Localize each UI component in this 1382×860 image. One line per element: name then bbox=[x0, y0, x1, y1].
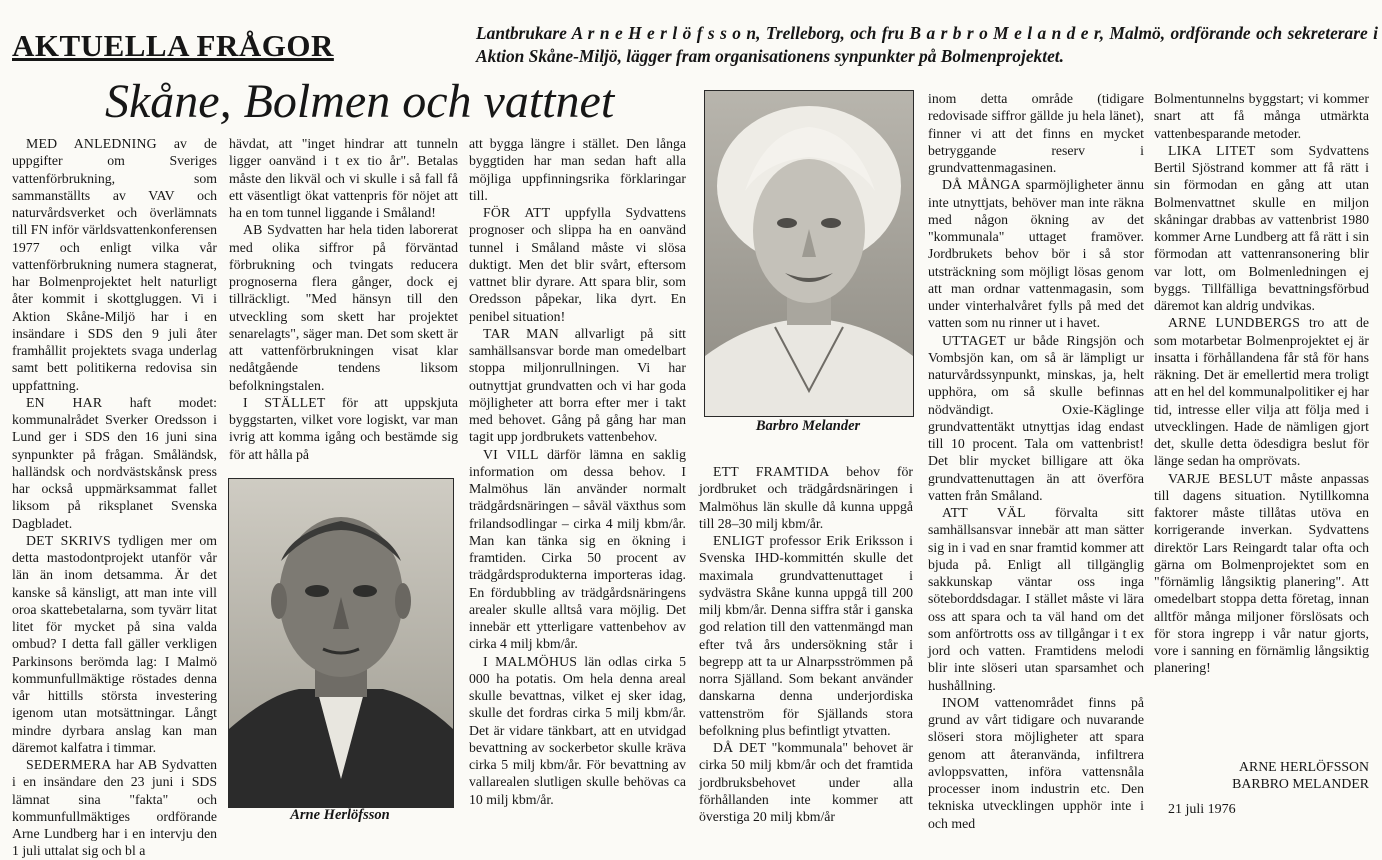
paragraph-lead-in: LIKA LITET bbox=[1168, 142, 1256, 158]
signature-herlofsson: ARNE HERLÖFSSON bbox=[1239, 759, 1369, 774]
article-paragraph bbox=[229, 135, 458, 221]
portrait-barbro-melander bbox=[704, 90, 914, 417]
paragraph-text: "kommunala" behovet är cirka 50 milj kbm/år och det framtida jordbruksbehovet under alla förhållanden inte kommer att överstiga 20 milj kbm/år bbox=[699, 740, 913, 824]
paragraph-text: av de uppgifter om Sveriges vattenförbrukning, som sammanställts av VAV och naturvårdsverket och överlämnats till FN inför världsvattenkonferensen 1977 och enligt vilka vår vattenförbrukning numera stagnerat, har Bolmenprojektet helt naturligt åter kommit i skottgluggen. Vi i Aktion Skåne-Miljö har i en insändare i SDS den 9 juli åter framhållit projektets svaga underlag samt bett politikerna redovisa sin uppfattning. bbox=[12, 136, 217, 393]
paragraph-lead-in: AB bbox=[243, 222, 263, 238]
article-paragraph bbox=[928, 176, 1144, 331]
article-paragraph bbox=[1154, 314, 1369, 469]
paragraph-lead-in: ATT VÄL bbox=[942, 505, 1026, 520]
paragraph-lead-in: VARJE BESLUT bbox=[1168, 470, 1272, 486]
paragraph-text: har AB Sydvatten i en insändare den 23 juni i SDS lämnat sina "fakta" och kommunfullmäktiges ordförande Arne Lundberg har i en intervju den 1 juli uttalat sig och bl a bbox=[12, 757, 217, 859]
paragraph-text: förvalta sitt samhällsansvar innebär att man sätter sig in i vad en snar framtid kommer att bjuda på. Enligt all tillgänglig sakkunskap väntar oss inga söteborddsdagar. I stället måste vi lära oss att spara och ta väl hand om det som anförtrotts oss av tillgångar i t ex jord och vatten. Framtidens melodi blir inte slöseri utan sparsamhet och hushållning. bbox=[928, 505, 1145, 693]
paragraph-lead-in: ARNE LUNDBERGS bbox=[1168, 315, 1301, 331]
paragraph-text: hävdat, att "inget hindrar att tunneln ligger oanvänd i t ex tio år". Betalas måste den likväl och vi skulle i så fall få ett väsentligt ökat vattenpris för nöjet att ha en tom tunnel liggande i Småland! bbox=[229, 136, 458, 220]
paragraph-text: ur både Ringsjön och Vombsjön kan, om så är lämpligt ur naturvårdssynpunkt, minskas, ja, helt upphöra, om så skulle befinnas nödvändigt. Oxie-Käglinge grundvattentäkt utnyttjas idag endast till 10 procent. Tala om vattenbrist! Det blir mycket billigare att öka grundvattenuttagen än att överföra vatten från Småland. bbox=[928, 332, 1144, 503]
paragraph-text: därför lämna en saklig information om dessa behov. I Malmöhus län använder normalt trädgårdsnäringen – såväl växthus som frilandsodlingar – cirka 4 milj kbm/år. Man kan tänka sig en ökning i framtiden. Cirka 50 procent av trädgårdsprodukterna importeras idag. En fördubbling av trädgårdsnäringens arealer skulle alltså vara möjlig. Det innebär ett ytterligare vattenbehov av cirka 4 milj kbm/år. bbox=[469, 446, 686, 652]
paragraph-text: sparmöjligheter ännu inte utnyttjats, behöver man inte räkna med någon ökning av det "kommunala" uttaget framöver. Jordbrukets behov bör i så stor utsträckning som möjligt lösas genom att man ordnar vattenmagasin, som under vinterhalvåret fylls på med det vatten som nu rinner ut i havet. bbox=[928, 177, 1144, 331]
paragraph-lead-in: EN HAR bbox=[26, 394, 103, 410]
paragraph-text: Sydvatten har hela tiden laborerat med olika siffror på förväntad förbrukning och tvingats reducera prognoserna flera gånger, dock ej tillräckligt. "Med hänsyn till den utveckling som skett har projektet senarelagts", säger man. Det som skett är att vattenförbrukningen visat klar nedåtgående tendens liksom befolkningstalen. bbox=[229, 222, 458, 393]
paragraph-text: att bygga längre i stället. Den långa byggtiden har man sedan haft alla möjliga uppfinningsrika förklaringar till. bbox=[469, 136, 686, 203]
signature-melander: BARBRO MELANDER bbox=[1232, 776, 1369, 792]
paragraph-text: vattenområdet finns på grund av vårt tidigare och nuvarande slöseri stora möjligheter att spara genom att återanvända, infiltrera avloppsvatten, införa vattensnåla processer inom industrin etc. Den tekniska utvecklingen upphör inte i och med bbox=[928, 694, 1144, 831]
paragraph-text: län odlas cirka 5 000 ha potatis. Om hela denna areal skulle bevattnas, vilket ej sker idag, skulle det fordras cirka 5 milj kbm/år. Det är vidare tänkbart, att en utvidgad bevattning av sockerbetor skulle kräva cirka 5 milj kbm/år. För bevattning av vallarealen slutligen skulle behövas ca 10 milj kbm/år. bbox=[469, 653, 686, 807]
portrait-arne-herlofsson bbox=[228, 478, 454, 808]
article-paragraph bbox=[928, 504, 1144, 694]
paragraph-lead-in: DÅ DET bbox=[713, 740, 767, 755]
paragraph-text: allvarligt på sitt samhällsansvar borde man omedelbart stoppa miljonrullningen. Vi har outnyttjat grundvatten och vi har goda möjligheter att borra efter mer i takt med behovet. Gång på gång har man tagit upp jordbrukets vattenbehov. bbox=[469, 325, 686, 445]
article-paragraph bbox=[469, 653, 686, 808]
paragraph-text: inom detta område (tidigare redovisade siffror gällde ju hela länet), finner vi att det finns en mycket betryggande reserv i grundvattenmagasinen. bbox=[928, 91, 1144, 175]
paragraph-lead-in: FÖR ATT bbox=[483, 205, 551, 220]
paragraph-text: Bolmentunnelns byggstart; vi kommer snart att få många utmärkta vattenbesparande metoder. bbox=[1154, 91, 1369, 141]
paragraph-text: för att uppskjuta byggstarten, vilket vore logiskt, var man ivrig att komma igång och bestämde sig för att hålla på bbox=[229, 394, 458, 462]
portrait-man-icon bbox=[229, 479, 453, 807]
signature-block bbox=[1154, 758, 1369, 793]
article-headline: Skåne, Bolmen och vattnet bbox=[105, 75, 615, 128]
paragraph-lead-in: DÅ MÅNGA bbox=[942, 177, 1021, 193]
paragraph-lead-in: UTTAGET bbox=[942, 332, 1006, 348]
paragraph-lead-in: VI VILL bbox=[483, 446, 539, 462]
article-paragraph bbox=[469, 204, 686, 325]
paragraph-text: tydligen mer om detta mastodontprojekt utanför vår län än inom detsamma. Är det kanske så känsligt, att man inte vill oroa skattebetalarna, som tyvärr litat litet för mycket på sina valda ombud? I detta fall gäller verkligen Parkinsons berömda lag: I Malmö kommunfullmäktige röstades denna vår hittills största investering igenom utan motsättningar. Långt mindre dyrbara anslag kan man däremot kalfatra i timmar. bbox=[12, 532, 217, 755]
section-kicker: AKTUELLA FRÅGOR bbox=[12, 28, 334, 63]
article-paragraph bbox=[12, 394, 217, 532]
caption-barbro-melander: Barbro Melander bbox=[755, 418, 861, 434]
article-column-4 bbox=[699, 463, 913, 825]
article-paragraph bbox=[229, 221, 458, 394]
portrait-woman-icon bbox=[705, 91, 913, 416]
article-paragraph bbox=[469, 325, 686, 446]
paragraph-text: haft modet: kommunalrådet Sverker Oredsson i Lund ger i SDS den 16 juni sina synpunkter på frågan. Småländsk, halländsk och nordvästskånsk press har också uppmärksammat fallet liksom på riksplanet Svenska Dagbladet. bbox=[12, 394, 218, 531]
paragraph-lead-in: I STÄLLET bbox=[243, 394, 326, 410]
article-paragraph bbox=[229, 394, 458, 463]
paragraph-text: måste anpassas till dagens situation. Nytillkomna faktorer måste tillåtas utöva en korrigerande inverkan. Sydvattens direktör Lars Reingardt talar ofta och gärna om Bolmenprojektet som en "förnämlig långsiktig planering". Att omedelbart stoppa detta företag, innan alltför många miljoner förslösats och för stora ingrepp i vår natur gjorts, vore i sanning en förnämlig långsiktig planering! bbox=[1154, 470, 1370, 676]
article-column-5 bbox=[928, 90, 1144, 832]
paragraph-lead-in: MED ANLEDNING bbox=[26, 136, 157, 151]
article-paragraph bbox=[928, 90, 1144, 176]
paragraph-lead-in: TAR MAN bbox=[483, 325, 559, 341]
article-paragraph bbox=[469, 135, 686, 204]
article-paragraph bbox=[12, 135, 217, 394]
article-column-3 bbox=[469, 135, 686, 808]
article-paragraph bbox=[1154, 90, 1369, 142]
paragraph-lead-in: SEDERMERA bbox=[26, 757, 112, 772]
article-paragraph bbox=[699, 532, 913, 739]
paragraph-lead-in: ENLIGT bbox=[713, 533, 765, 548]
paragraph-text: professor Erik Eriksson i Svenska IHD-kommittén skulle det maximala grundvattenuttaget i sydvästra Skåne kunna uppgå till 200 milj kbm/år. Denna siffra står i ganska god relation till den vattenmängd man efter två års undersökning står i begrepp att ta ur Alnarpsströmmen på norra Själland. Som bekant använder danskarna denna underjordiska vattenström för Själlands stora befolkning plus befintligt ytvatten. bbox=[699, 533, 913, 738]
paragraph-lead-in: INOM bbox=[942, 694, 980, 710]
article-paragraph bbox=[12, 532, 217, 756]
article-paragraph bbox=[699, 463, 913, 532]
paragraph-text: som Sydvattens Bertil Sjöstrand kommer att få rätt i sin förmodan en gång att utan Bolmenvattnet skulle en miljon skåningar drabbas av vattenbrist 1980 kommer Arne Lundberg att få rätt i sin förmodan att vattenransonering blir var lott, om Bolmenledningen ej byggs. Tillfälliga bevattningsförbud däremot kan aldrig undvikas. bbox=[1154, 142, 1369, 313]
article-paragraph bbox=[12, 756, 217, 860]
article-paragraph bbox=[928, 332, 1144, 505]
paragraph-lead-in: ETT FRAMTIDA bbox=[713, 464, 830, 479]
paragraph-text: behov för jordbruket och trädgårdsnäringen i Malmöhus län skulle då kunna uppgå till 28–30 milj kbm/år. bbox=[699, 464, 913, 531]
article-column-2 bbox=[229, 135, 458, 463]
paragraph-text: uppfylla Sydvattens prognoser och slippa ha en oanvänd tunnel i Småland måste vi slösa duktigt. Men det blir svårt, eftersom vattnet blir dyrare. Att spara blir, som Oredsson påpekar, lika dyrt. En penibel situation! bbox=[469, 205, 686, 324]
caption-arne-herlofsson: Arne Herlöfsson bbox=[290, 807, 390, 823]
paragraph-lead-in: I MALMÖHUS bbox=[483, 653, 578, 669]
paragraph-lead-in: DET SKRIVS bbox=[26, 532, 111, 548]
article-paragraph bbox=[1154, 470, 1369, 677]
article-paragraph bbox=[469, 446, 686, 653]
article-paragraph bbox=[699, 739, 913, 825]
paragraph-text: tro att de som motarbetar Bolmenprojektet ej är insatta i förhållandena får stå för hans räkning. Det är emellertid mera troligt att en hel del kommunalpolitiker ej har tid, intresse eller vilja att följa med i utvecklingen. Hade de nämligen gjort det, skulle detta ödesdigra beslut för länge sedan ha omprövats. bbox=[1154, 315, 1369, 469]
article-paragraph bbox=[928, 694, 1144, 832]
article-dateline: 21 juli 1976 bbox=[1168, 802, 1236, 817]
article-paragraph bbox=[1154, 142, 1369, 315]
article-column-1 bbox=[12, 135, 217, 860]
article-column-6 bbox=[1154, 90, 1369, 677]
intro-byline: Lantbrukare A r n e H e r l ö f s s o n, Trelleborg, och fru B a r b r o M e l a n d e r, Malmö, ordförande och sekreterare i Aktion Skåne-Miljö, lägger fram organisationens synpunkter på Bolmenprojektet. bbox=[476, 23, 1378, 66]
